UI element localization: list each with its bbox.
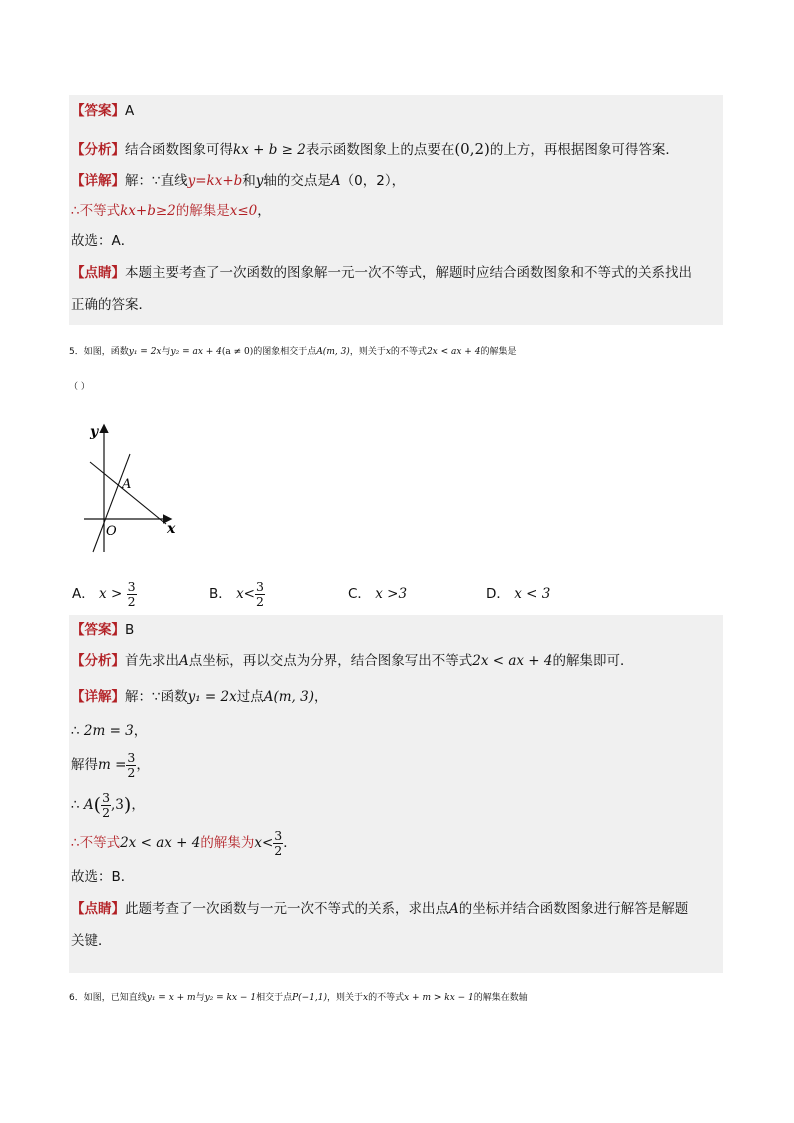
analysis-text: 首先求出 (125, 653, 179, 669)
question-6 (69, 983, 729, 1013)
inequality: 2x < ax + 4 (472, 653, 553, 669)
detail-text: 和 (242, 173, 256, 189)
option-d[interactable] (486, 579, 550, 609)
detail-line-2 (69, 195, 723, 227)
y-axis-label: y (90, 424, 99, 440)
analysis-line (69, 133, 723, 165)
fraction (255, 580, 265, 609)
detail-text: （0，2）， (340, 173, 406, 189)
punct: ． (283, 835, 297, 851)
detail-text: 解：∵直线 (125, 173, 188, 189)
question-text: 5．如图，函数 (69, 347, 129, 357)
analysis-text: 结合函数图象可得 (125, 142, 233, 158)
numerator: 3 (274, 827, 283, 843)
option-c[interactable] (348, 579, 407, 609)
paren-close: ) (123, 794, 132, 816)
comment-line-2: 正确的答案． (71, 297, 152, 313)
comment-label: 【点睛】 (71, 265, 125, 281)
question-text: ，则关于 (327, 993, 364, 1003)
numerator: 3 (127, 578, 136, 594)
question-text: 的解集是 (480, 347, 517, 357)
step-4 (69, 825, 723, 861)
point-a: A (179, 653, 189, 669)
equation: 2m = 3 (83, 723, 134, 739)
analysis-line (69, 645, 723, 677)
comment-line-1 (69, 257, 723, 289)
detail-text: 轴的交点是 (263, 173, 331, 189)
comment-text: 本题主要考查了一次函数的图象解一元一次不等式，解题时应结合函数图象和不等式的关系找出 (125, 265, 692, 281)
question-text: 6．如图，已知直线 (69, 993, 147, 1003)
analysis-text: 点坐标，再以交点为分界，结合图象写出不等式 (188, 653, 473, 669)
detail-text: 解：∵函数 (125, 689, 188, 705)
x-axis-label: x (167, 521, 176, 537)
solve-text: 解得 (71, 757, 98, 773)
answer-value: A (125, 103, 135, 119)
answer-value: B (125, 622, 135, 638)
punct: ， (136, 757, 150, 773)
punct: ， (133, 723, 148, 739)
answer-label: 【答案】 (71, 622, 125, 638)
detail-text: 的解集是 (175, 203, 230, 219)
option-expression: x < 3 (514, 586, 551, 602)
option-expression: x< (236, 586, 255, 602)
analysis-text: 的上方，再根据图象可得答案． (489, 142, 679, 158)
function-graph (78, 422, 188, 557)
x-var: x (363, 993, 369, 1003)
therefore: ∴ (71, 797, 84, 813)
paren-open: ( (93, 794, 102, 816)
option-b[interactable] (209, 579, 265, 609)
therefore-text: ∴不等式 (71, 835, 121, 851)
denominator: 2 (102, 804, 111, 820)
therefore: ∴ (71, 723, 84, 739)
option-letter: D． (486, 586, 510, 602)
point-a: A (83, 797, 94, 813)
comment-line-2: 关键． (71, 933, 112, 949)
function-2: y₂ = kx − 1 (204, 993, 257, 1003)
analysis-label: 【分析】 (71, 653, 125, 669)
analysis-text: 表示函数图象上的点要在 (305, 142, 455, 158)
inequality: x + m > kx − 1 (404, 993, 474, 1003)
solution-block-q5 (69, 615, 723, 973)
question-text: 的图象相交于点 (253, 347, 317, 357)
answer-label: 【答案】 (71, 103, 125, 119)
fraction (127, 580, 137, 609)
comment-label: 【点睛】 (71, 901, 125, 917)
comment-line-1 (69, 893, 723, 925)
point-p: P(−1,1) (292, 993, 328, 1003)
choose-line: 故选：B． (71, 869, 135, 885)
detail-label: 【详解】 (71, 173, 125, 189)
line-y2 (90, 462, 166, 524)
question-text: 的解集在数轴 (473, 993, 528, 1003)
function-1: y₁ = x + m (146, 993, 196, 1003)
analysis-point: (0,2) (454, 140, 490, 158)
question-text: 相交于点 (256, 993, 293, 1003)
option-letter: B． (209, 586, 232, 602)
detail-line-1 (69, 165, 723, 197)
x-var: x (385, 347, 391, 357)
comment-text: 此题考查了一次函数与一元一次不等式的关系，求出点 (125, 901, 449, 917)
inequality: kx+b≥2 (120, 203, 176, 219)
denominator: 2 (127, 593, 136, 609)
function-1: y₁ = 2x (187, 689, 237, 705)
analysis-text: 的解集即可． (552, 653, 634, 669)
solution-set: x< (254, 835, 274, 851)
detail-text: ∴不等式 (71, 203, 121, 219)
function-2: y₂ = ax + 4 (170, 347, 222, 357)
solution-set: x≤0 (229, 203, 258, 219)
detail-line (69, 681, 723, 713)
m-value: m = (98, 757, 127, 773)
answer-line (69, 615, 723, 645)
point-a: A(m, 3) (316, 347, 350, 357)
numerator: 3 (127, 749, 136, 765)
choose-line: 故选：A． (71, 233, 135, 249)
punct: ， (131, 797, 145, 813)
origin-label: O (106, 524, 117, 539)
analysis-inequality: kx + b ≥ 2 (233, 142, 306, 158)
option-letter: C． (348, 586, 371, 602)
denominator: 2 (256, 593, 264, 609)
y-var: y (255, 173, 264, 189)
analysis-label: 【分析】 (71, 142, 125, 158)
solution-text: 的解集为 (200, 835, 255, 851)
step-3 (69, 785, 723, 825)
fraction (126, 751, 136, 780)
fraction (101, 791, 111, 820)
question-text: ，则关于 (349, 347, 386, 357)
option-expression: x >3 (375, 586, 408, 602)
question-5 (69, 337, 729, 367)
question-text: 的不等式 (390, 347, 427, 357)
answer-paren: （ ） (69, 382, 90, 392)
numerator: 3 (256, 578, 264, 594)
option-a[interactable] (72, 579, 137, 609)
question-text: 的不等式 (368, 993, 405, 1003)
inequality: 2x < ax + 4 (120, 835, 201, 851)
solution-block-q4 (69, 95, 723, 325)
line-equation: y=kx+b (187, 173, 243, 189)
comment-text: 的坐标并结合函数图象进行解答是解题 (458, 901, 689, 917)
question-text: 与 (195, 993, 205, 1003)
condition: (a ≠ 0) (221, 347, 254, 357)
numerator: 3 (102, 789, 111, 805)
denominator: 2 (127, 764, 136, 780)
detail-label: 【详解】 (71, 689, 125, 705)
option-expression: x > (99, 586, 123, 602)
denominator: 2 (274, 842, 283, 858)
step-1 (69, 715, 723, 747)
step-2 (69, 747, 723, 783)
point-a-label: A (122, 477, 132, 492)
fraction (273, 829, 283, 858)
point-a: A (330, 173, 341, 189)
detail-text: ， (314, 689, 328, 705)
detail-text: 过点 (236, 689, 264, 705)
y-coordinate: ,3 (111, 797, 124, 813)
option-letter: A． (72, 586, 95, 602)
detail-text: ， (257, 203, 271, 219)
function-1: y₁ = 2x (128, 347, 162, 357)
answer-line (69, 95, 723, 127)
inequality: 2x < ax + 4 (426, 347, 481, 357)
point-a: A (449, 901, 459, 917)
point-a: A(m, 3) (263, 689, 314, 705)
question-text: 与 (161, 347, 171, 357)
